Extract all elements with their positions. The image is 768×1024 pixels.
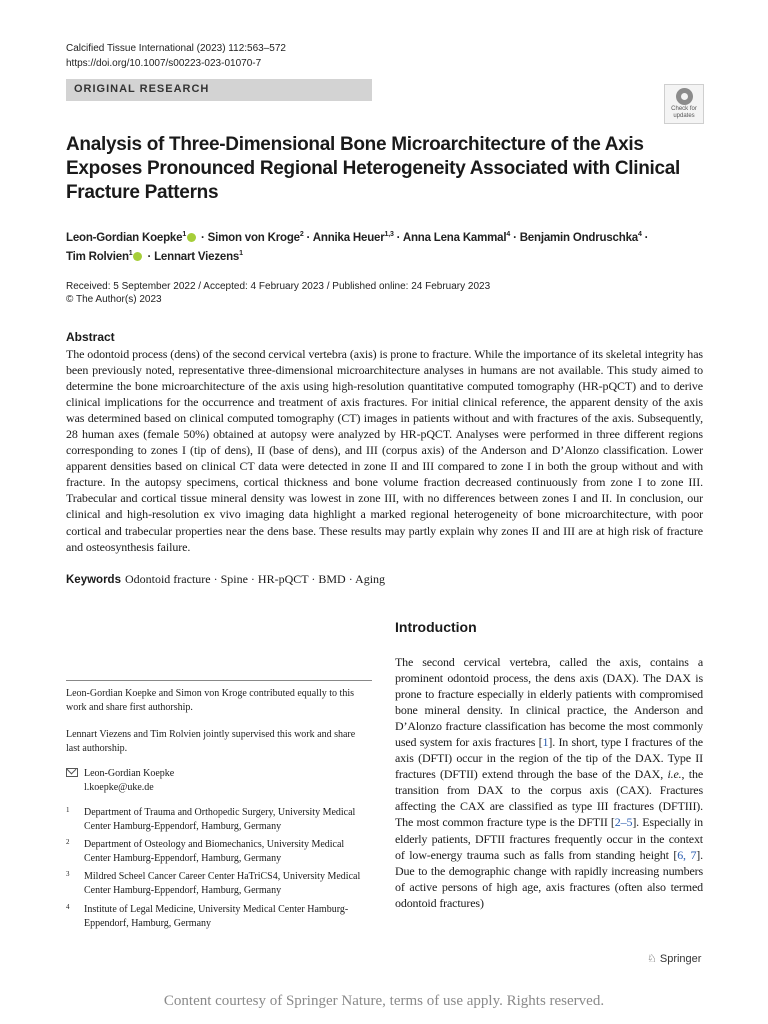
- check-for-updates-icon: [676, 88, 693, 105]
- orcid-icon[interactable]: [133, 252, 142, 261]
- author[interactable]: Leon-Gordian Koepke$^1$: [66, 231, 187, 244]
- content-courtesy-notice: Content courtesy of Springer Nature, terms of use apply. Rights reserved.: [163, 993, 605, 1009]
- last-authorship-note: Lennart Viezens and Tim Rolvien jointly supervised this work and share last authorship.: [66, 729, 356, 754]
- section-label: ORIGINAL RESEARCH: [74, 83, 210, 95]
- first-authorship-note: Leon-Gordian Koepke and Simon von Kroge contributed equally to this work and share first authorship.: [66, 688, 354, 713]
- author[interactable]: Simon von Kroge$^2$: [207, 231, 304, 244]
- author[interactable]: Tim Rolvien$^1$: [66, 249, 133, 263]
- correspondence: [66, 767, 174, 794]
- introduction-text: The second cervical vertebra, called the axis, contains a prominent odontoid process, the dens axis (DAX). The DAX is prone to fracture especially in elderly patients with compromised bone mineral density. In clinical practice, the Anderson and D’Alonzo fracture classification has become the most commonly used system for axis fractures [1]. In short, type I fractures of the axis (DFTI) occur in the region of the tip of the DAX. Type II fractures (DFTII) extend through the base of the DAX, i.e., the transition from DAX to the corpus axis (CAX). Fractures affecting the CAX are classified as type III fractures (DFTIII). The most common fracture type is the DFTII [2–5]. Especially in elderly patients, DFTII fractures frequently occur in the context of low-energy trauma such as falls from standing height [6, 7]. Due to the demographic change with rapidly increasing numbers of active persons of high age, axis fractures (often also termed odontoid fractures): [395, 655, 703, 910]
- journal-header: [66, 41, 286, 71]
- affiliation: [66, 870, 366, 897]
- affiliation-number: 3: [66, 870, 70, 878]
- publisher-logo: [647, 952, 701, 965]
- author[interactable]: Lennart Viezens$^1$: [154, 249, 243, 263]
- keywords-label: Keywords: [66, 574, 121, 586]
- publisher-name: Springer: [659, 953, 702, 965]
- affiliation: [66, 838, 366, 865]
- affiliation-text: Mildred Scheel Cancer Career Center HaTriCS4, University Medical Center Hamburg-Eppendorf, Hamburg, Germany: [84, 871, 361, 896]
- section-label-bar: [66, 79, 372, 101]
- publication-dates: [66, 280, 490, 306]
- check-for-updates-badge[interactable]: [664, 84, 704, 124]
- citation-link[interactable]: 2–5: [614, 815, 633, 830]
- article-title: Analysis of Three-Dimensional Bone Microarchitecture of the Axis Exposes Pronounced Regional Heterogeneity Associated with Clinical Fracture Patterns: [66, 134, 681, 203]
- journal-citation: Calcified Tissue International (2023) 112:563–572: [66, 43, 286, 54]
- affiliation-text: Institute of Legal Medicine, University Medical Center Hamburg-Eppendorf, Hamburg, Germany: [84, 904, 349, 929]
- affiliation-number: 4: [66, 903, 70, 911]
- author[interactable]: Anna Lena Kammal$^4$: [402, 231, 511, 244]
- springer-horse-icon: ♘: [647, 953, 657, 965]
- envelope-icon: [66, 768, 78, 777]
- affiliation-number: 1: [66, 806, 70, 814]
- doi-link[interactable]: https://doi.org/10.1007/s00223-023-01070-7: [66, 58, 262, 69]
- affiliation-text: Department of Osteology and Biomechanics, University Medical Center Hamburg-Eppendorf, Hamburg, Germany: [84, 839, 345, 864]
- abstract-text: The odontoid process (dens) of the second cervical vertebra (axis) is prone to fracture. While the importance of its skeletal integrity has been previously noted, representative three-dimensional microarchitecture analyses in humans are not available. This study aimed to determine the bone microarchitecture of the axis using high-resolution quantitative computed tomography (HR-pQCT) and to derive clinical implications for the occurrence and treatment of axis fractures. For initial clinical reference, the apparent density of the axis was determined based on clinical computed tomography (CT) images in patients without and with fractures of the axis. Subsequently, 28 human axes (female 50%) obtained at autopsy were analyzed by HR-pQCT. Analyses were performed in three different regions corresponding to zones I (tip of dens), II (base of dens), and III (corpus axis) of the Anderson and D’Alonzo classification. Lower apparent densities based on clinical CT data were detected in zone II and III compared to zone I in both the group without and with fracture. In the autopsy specimens, cortical thickness and bone volume fraction decreased continuously from zone I to zone III. Trabecular and cortical tissue mineral density was lowest in zone III, with no differences between zones I and II. In conclusion, our clinical and high-resolution ex vivo imaging data highlight a marked regional heterogeneity of bone microarchitecture, with poor cortical and trabecular properties near the dens base. These results may partly explain why zones II and III are at high risk of fracture and osteosynthesis failure.: [66, 347, 703, 554]
- publication-history: Received: 5 September 2022 / Accepted: 4 February 2023 / Published online: 24 February 2023: [66, 281, 491, 292]
- footnote-divider: [66, 680, 372, 681]
- affiliation-text: Department of Trauma and Orthopedic Surgery, University Medical Center Hamburg-Eppendorf, Hamburg, Germany: [84, 807, 356, 832]
- copyright-line: © The Author(s) 2023: [66, 294, 162, 305]
- check-for-updates-label: Check for updates: [671, 106, 697, 119]
- affiliation: [66, 903, 366, 930]
- author[interactable]: Benjamin Ondruschka$^4$: [519, 231, 642, 244]
- citation-link[interactable]: 6, 7: [677, 847, 697, 862]
- keywords-text: Odontoid fracture · Spine · HR-pQCT · BMD · Aging: [124, 572, 386, 586]
- introduction-heading: Introduction: [395, 619, 477, 635]
- citation-link[interactable]: 1: [542, 735, 549, 750]
- author[interactable]: Annika Heuer$^{1,3}$: [312, 231, 394, 244]
- author-list: Leon-Gordian Koepke$^1$ · Simon von Kroge$^2$ · Annika Heuer$^{1,3}$ · Anna Lena Kammal$^4$ · Benjamin Ondruschka$^4$ · Tim Rolvien$^1$ · Lennart Viezens$^1$: [66, 231, 649, 263]
- correspondence-name: Leon-Gordian Koepke: [84, 768, 175, 779]
- keywords-line: [66, 572, 385, 587]
- affiliation-number: 2: [66, 838, 70, 846]
- orcid-icon[interactable]: [187, 233, 196, 242]
- abstract-heading: Abstract: [66, 330, 115, 344]
- affiliation: [66, 806, 366, 833]
- correspondence-email[interactable]: l.koepke@uke.de: [84, 781, 154, 793]
